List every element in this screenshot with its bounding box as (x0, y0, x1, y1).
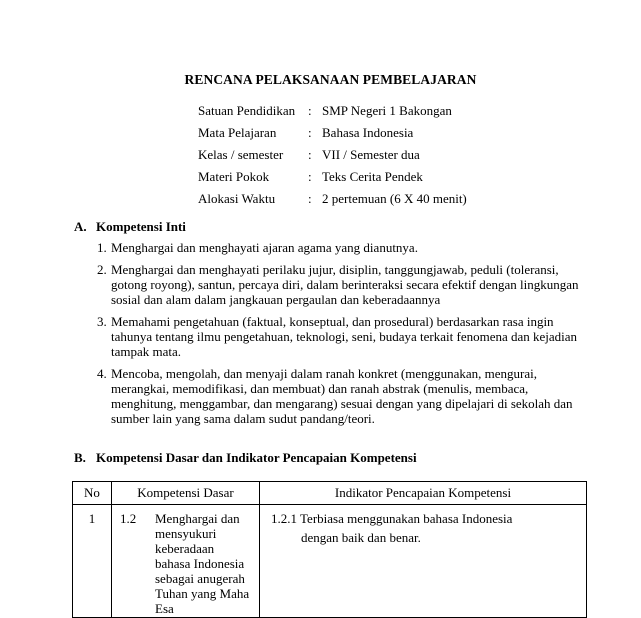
header-kompetensi-dasar: Kompetensi Dasar (112, 482, 260, 505)
header-no: No (73, 482, 112, 505)
meta-colon: : (308, 125, 312, 140)
meta-value: Teks Cerita Pendek (322, 169, 423, 184)
section-heading-b (74, 450, 417, 466)
table-row (73, 505, 587, 618)
list-text: Menghargai dan menghayati perilaku jujur, disiplin, tanggungjawab, peduli (toleransi, gotong royong), santun, percaya diri, dalam berinteraksi secara efektif dengan lingkungan sosial dan alam dalam jangkauan pergaulan dan keberadaannya (111, 262, 579, 307)
indicator-content (261, 511, 585, 545)
indicator-text-line2: dengan baik dan benar. (301, 530, 421, 545)
kd-text: Menghargai dan mensyukuri keberadaan bahasa Indonesia sebagai anugerah Tuhan yang Maha Esa (155, 511, 250, 616)
section-letter: A. (74, 219, 87, 234)
list-item (97, 240, 592, 255)
indicator-text-line1: Terbiasa menggunakan bahasa Indonesia (300, 511, 513, 526)
meta-colon: : (308, 169, 312, 184)
cell-kompetensi-dasar (112, 505, 260, 618)
meta-value: VII / Semester dua (322, 147, 420, 162)
list-number: 1. (97, 240, 107, 255)
kompetensi-table (72, 481, 587, 618)
list-item (97, 366, 592, 426)
meta-value: SMP Negeri 1 Bakongan (322, 103, 452, 118)
meta-label: Mata Pelajaran (198, 125, 277, 140)
cell-no: 1 (73, 505, 112, 618)
meta-colon: : (308, 103, 312, 118)
kompetensi-inti-list (97, 240, 592, 433)
list-text: Menghargai dan menghayati ajaran agama yang dianutnya. (111, 240, 418, 255)
section-title: Kompetensi Dasar dan Indikator Pencapaian Kompetensi (96, 450, 417, 465)
list-item (97, 314, 592, 359)
section-title: Kompetensi Inti (96, 219, 186, 234)
list-text: Mencoba, mengolah, dan menyaji dalam ranah konkret (menggunakan, mengurai, merangkai, memodifikasi, dan membuat) dan ranah abstrak (menulis, membaca, menghitung, menggambar, dan mengarang) sesuai dengan yang dipelajari di sekolah dan sumber lain yang sama dalam sudut pandang/teori. (111, 366, 573, 426)
meta-value: Bahasa Indonesia (322, 125, 414, 140)
list-number: 2. (97, 262, 107, 277)
document-title: RENCANA PELAKSANAAN PEMBELAJARAN (184, 72, 477, 87)
meta-label: Materi Pokok (198, 169, 270, 184)
kd-number: 1.2 (120, 511, 137, 526)
meta-value: 2 pertemuan (6 X 40 menit) (322, 191, 467, 206)
header-indikator: Indikator Pencapaian Kompetensi (260, 482, 587, 505)
meta-label: Alokasi Waktu (198, 191, 276, 206)
list-item (97, 262, 592, 307)
meta-colon: : (308, 191, 312, 206)
meta-colon: : (308, 147, 312, 162)
indicator-number: 1.2.1 (271, 511, 297, 526)
list-text: Memahami pengetahuan (faktual, konseptual, dan prosedural) berdasarkan rasa ingin tahunya tentang ilmu pengetahuan, teknologi, seni, budaya terkait fenomena dan kejadian tampak mata. (111, 314, 578, 359)
table-header-row (73, 482, 587, 505)
kd-content (113, 511, 258, 616)
list-number: 3. (97, 314, 107, 329)
meta-label: Satuan Pendidikan (198, 103, 296, 118)
list-number: 4. (97, 366, 107, 381)
section-heading-a (74, 219, 186, 235)
cell-indikator (260, 505, 587, 618)
meta-label: Kelas / semester (198, 147, 284, 162)
section-letter: B. (74, 450, 86, 465)
